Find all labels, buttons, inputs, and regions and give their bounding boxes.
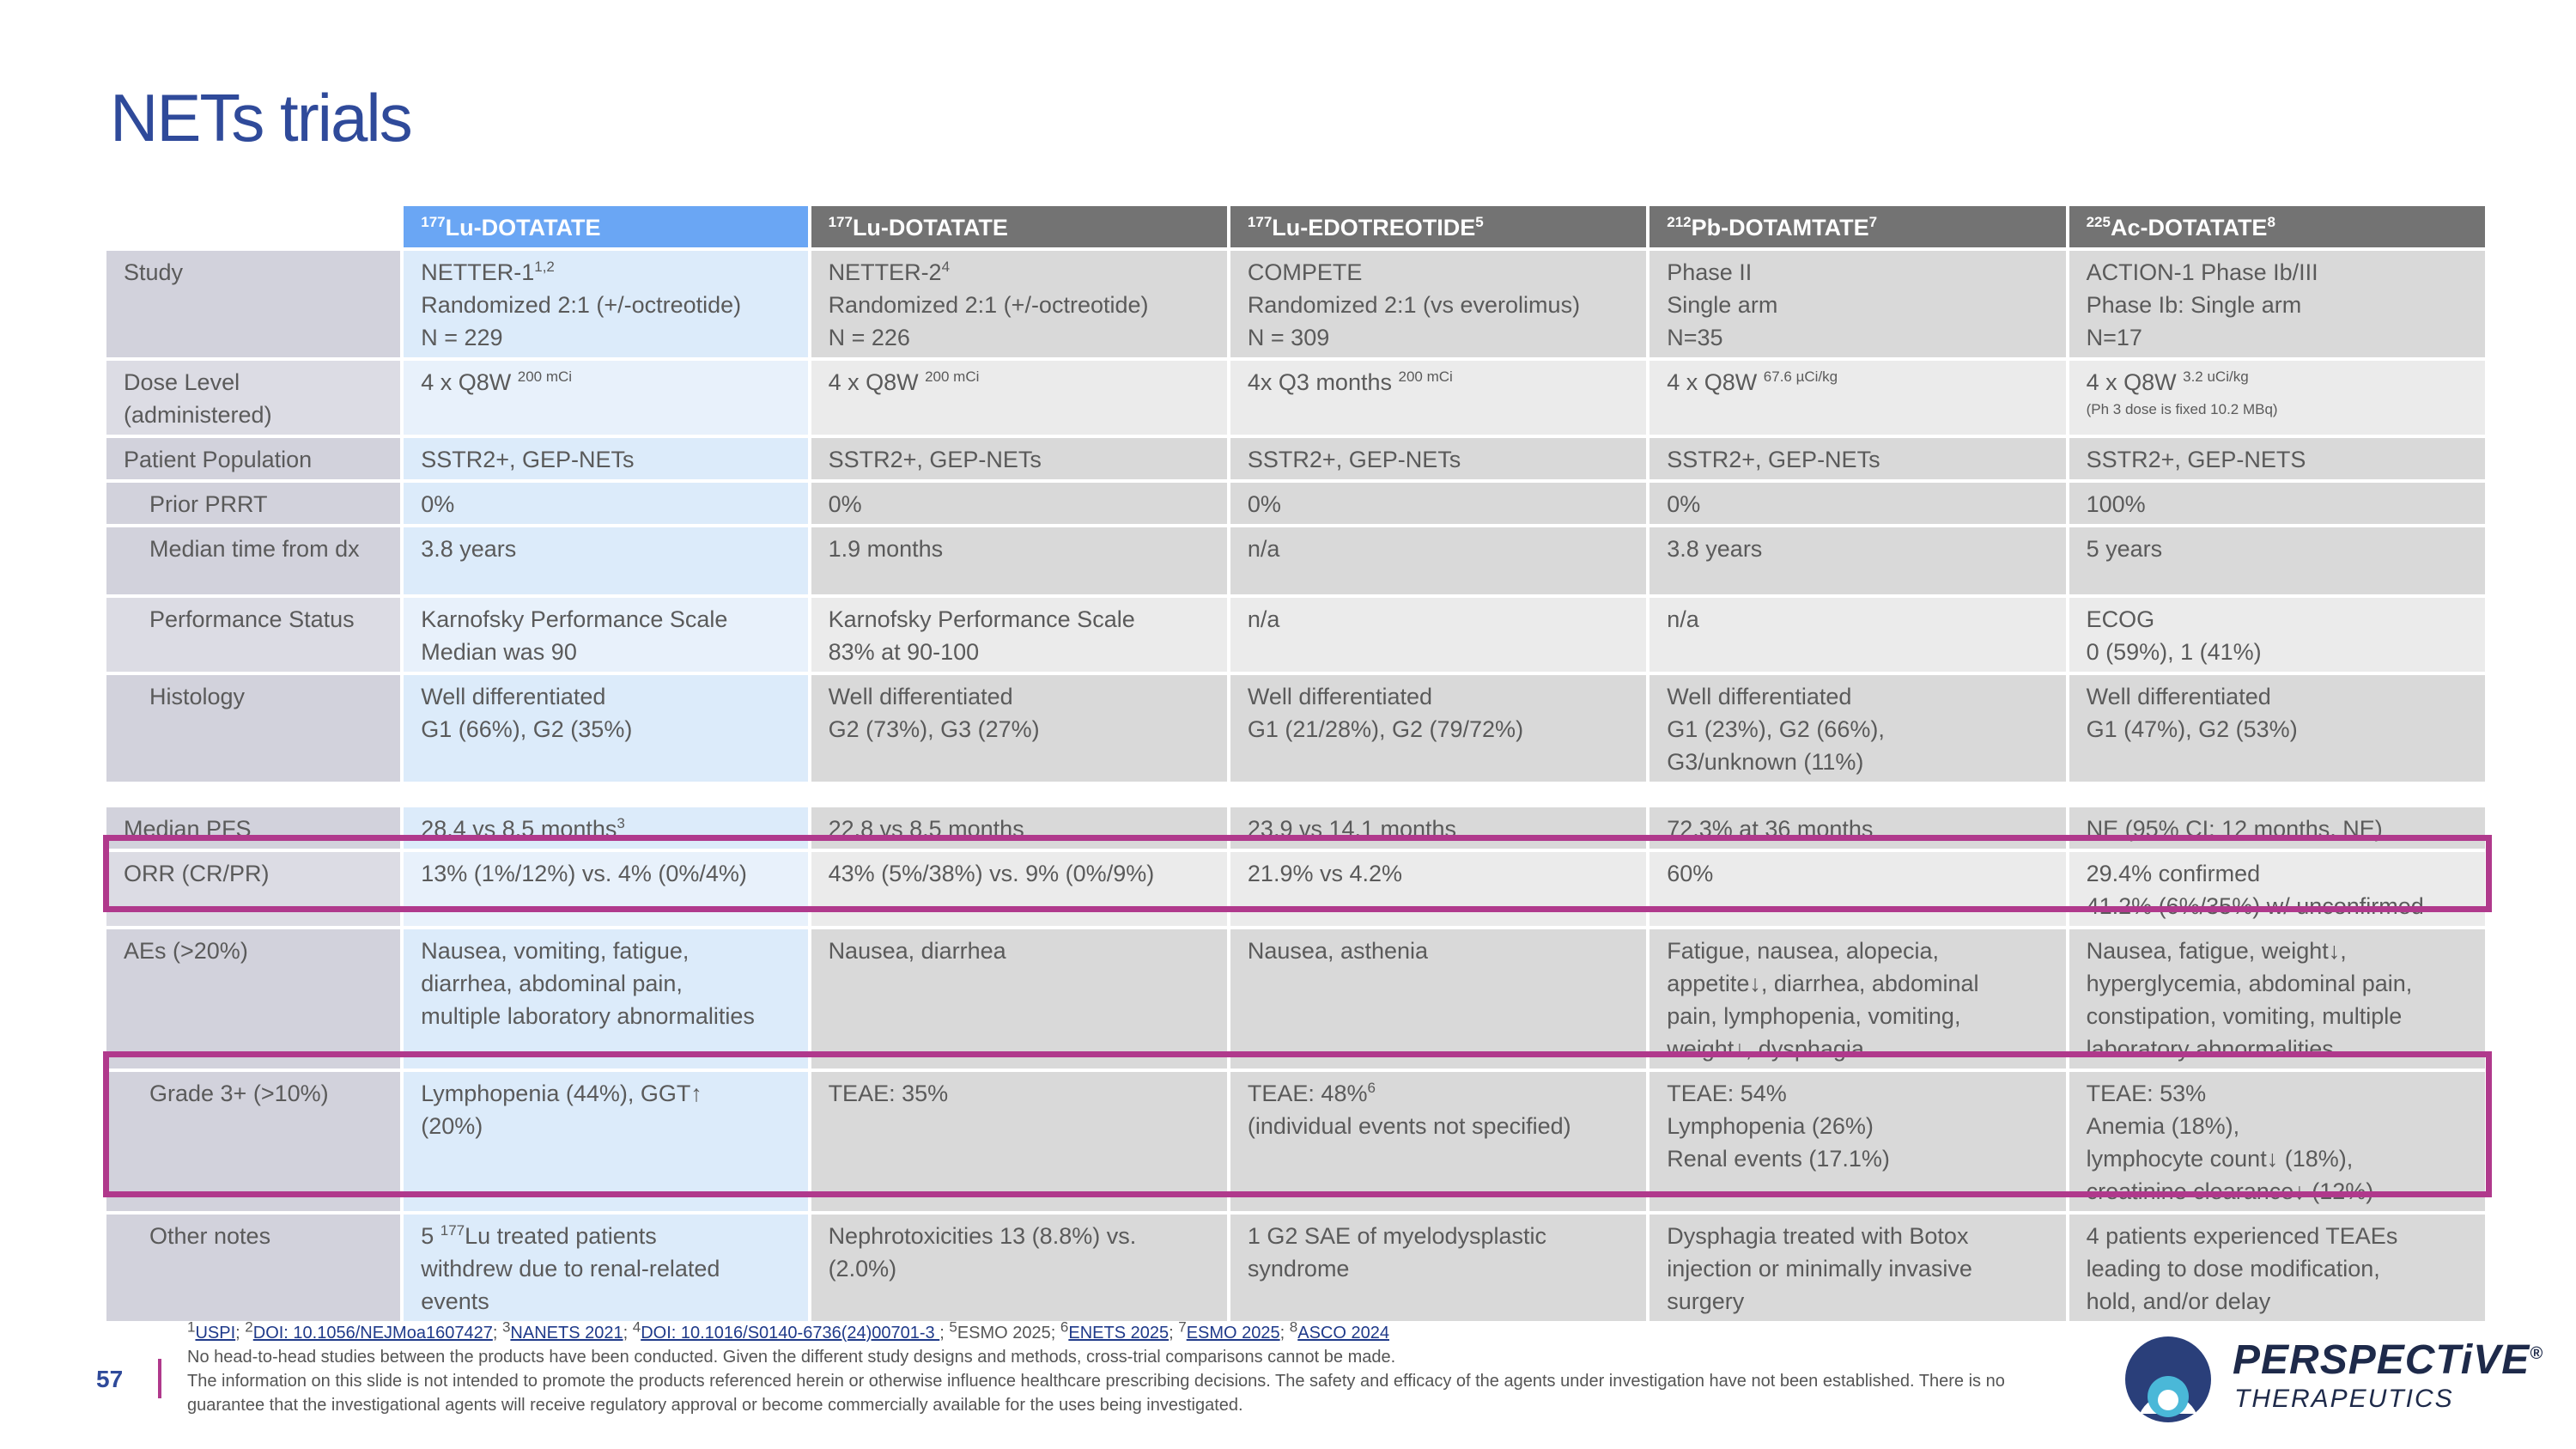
table-cell: 60% bbox=[1649, 852, 2065, 926]
table-cell: 4 x Q8W $^{200 mCi}$ bbox=[404, 361, 807, 435]
column-header: $^{225}$Ac-DOTATATE$^8$ bbox=[2069, 206, 2485, 247]
page-title: NETs trials bbox=[110, 80, 411, 155]
company-logo bbox=[2121, 1330, 2543, 1424]
table-cell: TEAE: 48%$^6$ (individual events not specified) bbox=[1230, 1072, 1646, 1211]
reference-link[interactable]: USPI bbox=[195, 1324, 236, 1342]
isotope-superscript: 177 bbox=[421, 214, 446, 230]
table-cell: 1 G2 SAE of myelodysplastic syndrome bbox=[1230, 1215, 1646, 1321]
table-cell: 4 x Q8W $^{200 mCi}$ bbox=[811, 361, 1227, 435]
page-number: 57 bbox=[96, 1366, 124, 1392]
table-cell: TEAE: 35% bbox=[811, 1072, 1227, 1211]
table-cell: 3.8 years bbox=[1649, 527, 2065, 594]
header-blank bbox=[106, 206, 400, 247]
row-label: ORR (CR/PR) bbox=[106, 852, 400, 926]
table-cell: Well differentiated G1 (21/28%), G2 (79/72%) bbox=[1230, 675, 1646, 782]
table-cell: Nephrotoxicities 13 (8.8%) vs. (2.0%) bbox=[811, 1215, 1227, 1321]
table-cell: ACTION-1 Phase Ib/III Phase Ib: Single arm N=17 bbox=[2069, 251, 2485, 357]
table-cell: Fatigue, nausea, alopecia, appetite↓, diarrhea, abdominal pain, lymphopenia, vomiting, weight↓, dysphagia bbox=[1649, 929, 2065, 1068]
disclaimer-promotion: The information on this slide is not intended to promote the products referenced herein or otherwise influence healthcare prescribing decisions. The safety and efficacy of the agents under investigation have not been established. There is no guarantee that the investigational agents will receive regulatory approval or become commercially available for the uses being investigated. bbox=[187, 1372, 2005, 1415]
page-number-divider bbox=[158, 1359, 161, 1398]
logo-subtitle: THERAPEUTICS bbox=[2234, 1385, 2454, 1413]
table-cell: NE (95% CI: 12 months, NE) bbox=[2069, 807, 2485, 849]
reference-list: $^1$USPI; $^2$DOI: 10.1056/NEJMoa1607427; $^3$NANETS 2021; $^4$DOI: 10.1016/S0140-6736(24)00701-3 ; $^5$ESMO 2025; $^6$ENETS 2025; $^7$ESMO 2025; $^8$ASCO 2024 bbox=[187, 1318, 1389, 1342]
table-cell: Nausea, fatigue, weight↓, hyperglycemia, abdominal pain, constipation, vomiting, multiple laboratory abnormalities bbox=[2069, 929, 2485, 1068]
row-median-time bbox=[106, 527, 2485, 594]
table-cell: TEAE: 53% Anemia (18%), lymphocyte count↓ (18%), creatinine clearance↓ (12%) bbox=[2069, 1072, 2485, 1211]
reference-link[interactable]: ESMO 2025 bbox=[1186, 1324, 1280, 1342]
row-label: Performance Status bbox=[106, 598, 400, 672]
table-cell: 22.8 vs 8.5 months bbox=[811, 807, 1227, 849]
table-cell: 13% (1%/12%) vs. 4% (0%/4%) bbox=[404, 852, 807, 926]
table-cell: 43% (5%/38%) vs. 9% (0%/9%) bbox=[811, 852, 1227, 926]
row-patient-population bbox=[106, 438, 2485, 479]
row-label: AEs (>20%) bbox=[106, 929, 400, 1068]
row-label: Histology bbox=[106, 675, 400, 782]
table-cell: 23.9 vs 14.1 months bbox=[1230, 807, 1646, 849]
references-footer bbox=[187, 1318, 2076, 1417]
table-cell: Well differentiated G1 (23%), G2 (66%), G3/unknown (11%) bbox=[1649, 675, 2065, 782]
row-label: Grade 3+ (>10%) bbox=[106, 1072, 400, 1211]
table-cell: 4 x Q8W $^{67.6 \mu Ci/kg}$ bbox=[1649, 361, 2065, 435]
table-cell: 3.8 years bbox=[404, 527, 807, 594]
table-cell: 0% bbox=[1649, 483, 2065, 524]
row-aes bbox=[106, 929, 2485, 1068]
perspective-logo-icon bbox=[2121, 1330, 2215, 1424]
table-cell: ECOG 0 (59%), 1 (41%) bbox=[2069, 598, 2485, 672]
table-cell: Nausea, vomiting, fatigue, diarrhea, abdominal pain, multiple laboratory abnormalities bbox=[404, 929, 807, 1068]
column-header: $^{212}$Pb-DOTAMTATE$^7$ bbox=[1649, 206, 2065, 247]
table-cell: Well differentiated G1 (66%), G2 (35%) bbox=[404, 675, 807, 782]
table-cell: 4 patients experienced TEAEs leading to dose modification, hold, and/or delay bbox=[2069, 1215, 2485, 1321]
table-cell: SSTR2+, GEP-NETs bbox=[404, 438, 807, 479]
table-cell: Lymphopenia (44%), GGT↑ (20%) bbox=[404, 1072, 807, 1211]
table-cell: 72.3% at 36 months bbox=[1649, 807, 2065, 849]
row-label: Prior PRRT bbox=[106, 483, 400, 524]
table-cell: Karnofsky Performance Scale 83% at 90-100 bbox=[811, 598, 1227, 672]
row-performance-status bbox=[106, 598, 2485, 672]
reference-link[interactable]: DOI: 10.1056/NEJMoa1607427 bbox=[252, 1324, 493, 1342]
row-label: Median time from dx bbox=[106, 527, 400, 594]
table-cell: NETTER-$2^4$ Randomized 2:1 (+/-octreotide) N = 226 bbox=[811, 251, 1227, 357]
column-header: $^{177}$Lu-EDOTREOTIDE$^5$ bbox=[1230, 206, 1646, 247]
reference-text: ESMO 2025 bbox=[957, 1324, 1051, 1342]
table-cell: 1.9 months bbox=[811, 527, 1227, 594]
table-cell: 100% bbox=[2069, 483, 2485, 524]
logo-wordmark: PERSPECTiVE® bbox=[2233, 1337, 2543, 1383]
table-cell: n/a bbox=[1230, 598, 1646, 672]
header-row bbox=[106, 206, 2485, 247]
reference-link[interactable]: ASCO 2024 bbox=[1297, 1324, 1389, 1342]
row-label: Dose Level (administered) bbox=[106, 361, 400, 435]
table-cell: 0% bbox=[1230, 483, 1646, 524]
row-prior-prrt bbox=[106, 483, 2485, 524]
table-cell: 28.4 vs 8.5 months$^3$ bbox=[404, 807, 807, 849]
isotope-superscript: 212 bbox=[1667, 214, 1692, 230]
row-label: Median PFS bbox=[106, 807, 400, 849]
row-dose-level bbox=[106, 361, 2485, 435]
table-cell: SSTR2+, GEP-NETS bbox=[2069, 438, 2485, 479]
isotope-superscript: 225 bbox=[2086, 214, 2111, 230]
table-cell: SSTR2+, GEP-NETs bbox=[1649, 438, 2065, 479]
table-cell: Karnofsky Performance Scale Median was 90 bbox=[404, 598, 807, 672]
table-cell: Phase II Single arm N=35 bbox=[1649, 251, 2065, 357]
table-cell: 21.9% vs 4.2% bbox=[1230, 852, 1646, 926]
reference-link[interactable]: NANETS 2021 bbox=[510, 1324, 623, 1342]
table-cell: 29.4% confirmed 41.2% (6%/35%) w/ unconfirmed bbox=[2069, 852, 2485, 926]
table-cell: Well differentiated G2 (73%), G3 (27%) bbox=[811, 675, 1227, 782]
row-label: Patient Population bbox=[106, 438, 400, 479]
reference-link[interactable]: DOI: 10.1016/S0140-6736(24)00701-3 bbox=[641, 1324, 940, 1342]
grade3-highlight-box bbox=[103, 1051, 2492, 1197]
row-label: Other notes bbox=[106, 1215, 400, 1321]
table-cell: TEAE: 54% Lymphopenia (26%) Renal events (17.1%) bbox=[1649, 1072, 2065, 1211]
table-cell: Nausea, diarrhea bbox=[811, 929, 1227, 1068]
row-gap bbox=[106, 785, 2485, 804]
column-header: $^{177}$Lu-DOTATATE bbox=[404, 206, 807, 247]
disclaimer-comparison: No head-to-head studies between the products have been conducted. Given the different study designs and methods, cross-trial comparisons cannot be made. bbox=[187, 1348, 1396, 1367]
table-cell: SSTR2+, GEP-NETs bbox=[811, 438, 1227, 479]
table-cell: Well differentiated G1 (47%), G2 (53%) bbox=[2069, 675, 2485, 782]
table-cell: NETTER-1$^{1,2}$ Randomized 2:1 (+/-octreotide) N = 229 bbox=[404, 251, 807, 357]
table-cell: 4x Q3 months $^{200 mCi}$ bbox=[1230, 361, 1646, 435]
table-cell: 5 $^{177}$Lu treated patients withdrew due to renal-related events bbox=[404, 1215, 807, 1321]
orr-highlight-box bbox=[103, 835, 2492, 912]
table-cell: COMPETE Randomized 2:1 (vs everolimus) N = 309 bbox=[1230, 251, 1646, 357]
table-cell: 4 x Q8W $^{3.2 uCi/kg (Ph 3 dose is fixed 10.2 MBq)}$ bbox=[2069, 361, 2485, 435]
table-cell: SSTR2+, GEP-NETs bbox=[1230, 438, 1646, 479]
table-cell: n/a bbox=[1649, 598, 2065, 672]
row-study bbox=[106, 251, 2485, 357]
isotope-superscript: 177 bbox=[828, 214, 853, 230]
isotope-superscript: 177 bbox=[1247, 214, 1273, 230]
table-cell: 5 years bbox=[2069, 527, 2485, 594]
row-histology bbox=[106, 675, 2485, 782]
table-cell: Dysphagia treated with Botox injection or minimally invasive surgery bbox=[1649, 1215, 2065, 1321]
table-cell: 0% bbox=[404, 483, 807, 524]
table-cell: n/a bbox=[1230, 527, 1646, 594]
reference-link[interactable]: ENETS 2025 bbox=[1068, 1324, 1170, 1342]
table-cell: Nausea, asthenia bbox=[1230, 929, 1646, 1068]
row-label: Study bbox=[106, 251, 400, 357]
row-other-notes bbox=[106, 1215, 2485, 1321]
column-header: $^{177}$Lu-DOTATATE bbox=[811, 206, 1227, 247]
table-cell: 0% bbox=[811, 483, 1227, 524]
